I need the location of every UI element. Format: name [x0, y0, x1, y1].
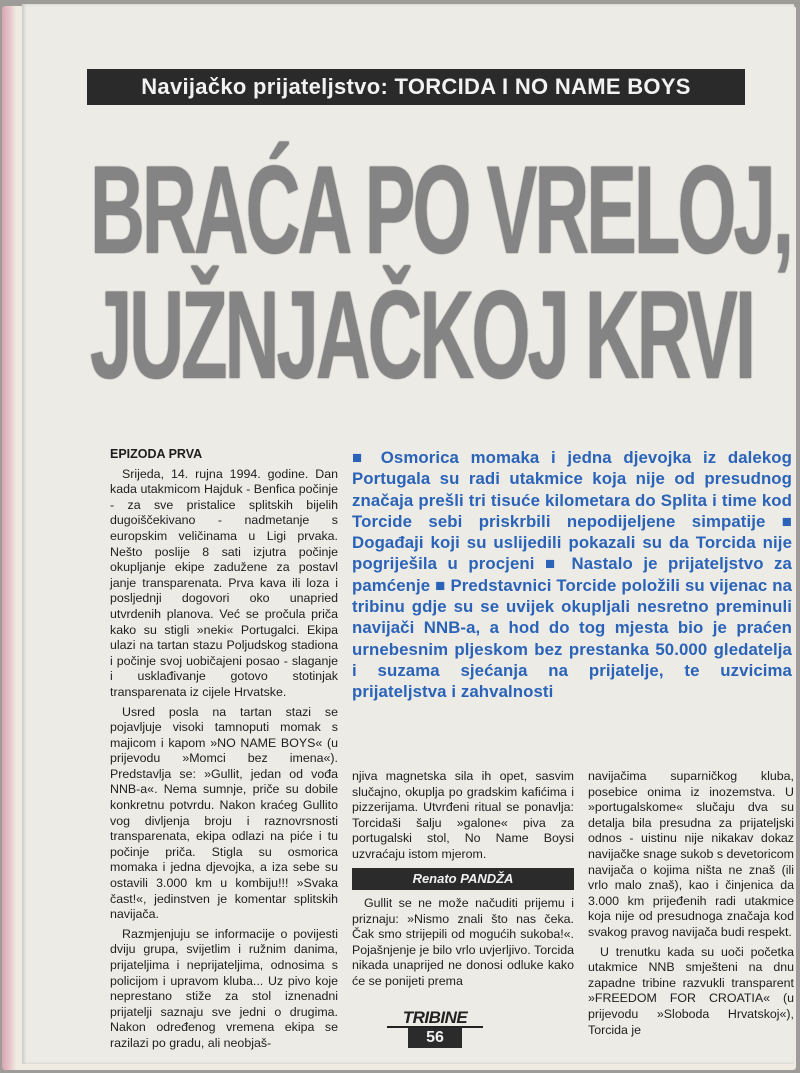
paragraph: navijačima suparničkog kluba, posebice onima iz inozemstva. U »portugalskome« slučaju dva su detalja bila presudna za prijateljski odnos - uistinu nije nikakav dokaz navijačke snage sukob s devetoricom navijača o kojima ništa ne znaš (ili vrlo malo znaš), kao i činjenica da 3.000 km prijeđenih radi utakmice koja nije od presudnoga značaja kod svakog pravog navijača budi respekt.	[588, 769, 794, 939]
paragraph: U trenutku kada su uoči početka utakmice NNB smješteni na dnu zapadne tribine razvukli transparent »FREEDOM FOR CROATIA« (u prijevodu »Sloboda Hrvatskoj«), Torcida je	[588, 944, 794, 1037]
article-column-1	[110, 447, 338, 1052]
paragraph: Razmjenjuju se informacije o povijesti dviju grupa, svijetlim i ružnim danima, prijateljima i neprijateljima, odnosima s policijom i upravom kluba... Uz pivo koje neprestano stiže za stol iznenadni prijatelji saznaju sve jedni o drugima. Nakon određenog vremena ekipa se razilazi po gradu, ali neobjaš-	[110, 926, 338, 1050]
article-column-2-bottom	[352, 896, 574, 990]
kicker-banner: Navijačko prijateljstvo: TORCIDA I NO NAME BOYS	[87, 69, 745, 105]
magazine-brand: TRIBINE	[387, 1010, 483, 1028]
article-column-2-top	[352, 769, 574, 863]
article-column-3	[588, 769, 794, 1038]
episode-title: EPIZODA PRVA	[110, 447, 203, 461]
author-byline: Renato PANDŽA	[352, 868, 574, 890]
paragraph: njiva magnetska sila ih opet, sasvim slučajno, okuplja po gradskim kafićima i pizzerijama. Utvrđeni ritual se ponavlja: Torcidaši šalju »galone« piva za portugalski stol, No Name Boysi uzvraćaju istom mjerom.	[352, 769, 574, 861]
paragraph: Gullit se ne može načuditi prijemu i priznaju: »Nismo znali što nas čeka. Čak smo strijepili od mogućih sukoba!«. Pojašnjenje je bilo vrlo uvjerljivo. Torcida nikada unaprijed ne donosi odluke kako će se ponijeti prema	[352, 896, 574, 988]
lead-summary: ■ Osmorica momaka i jedna djevojka iz dalekog Portugala su radi utakmice koja nije od presudnog značaja prešli tri tisuće kilometara do Splita i time kod Torcide sebi priskrbili nepodijeljene simpatije ■ Događaji koji su uslijedili pokazali su da Torcida nije pogriješila u procjeni ■ Nastalo je prijateljstvo za pamćenje ■ Predstavnici Torcide položili su vijenac na tribinu gdje su se uvijek okupljali nesretno preminuli navijači NNB-a, a hod do tog mjesta bio je praćen urnebesnim pljeskom bez prestanka 50.000 gledatelja i suzama sjećanja na prijatelje, te uzvicima prijateljstva i zahvalnosti	[352, 448, 792, 702]
paragraph: Srijeda, 14. rujna 1994. godine. Dan kada utakmicom Hajduk - Benfica počinje - za sve pristalice splitskih bijelih dugoiščekivano - nadmetanje s europskim veličinama u Ligi prvaka. Nešto poslije 8 sati izjutra počinje okupljanje ekipe zadužene za postavl janje transparenata. Prva kava ili loza i posljednji dogovori oko unapried utvrdenih planova. Već se pročula priča kako su stigli »neki« Portugalci. Ekipa ulazi na tartan stazu Poljudskog stadiona i počinje svoj uobičajeni posao - slaganje i usklađivanje gotovo stotinjak transparenata iz cijele Hrvatske.	[110, 466, 338, 699]
page-number: 56	[408, 1028, 462, 1048]
paragraph: Usred posla na tartan stazi se pojavljuje visoki tamnoputi momak s majicom i kapom »NO NAME BOYS« (u prijevodu »Momci bez imena«). Predstavlja se: »Gullit, jedan od vođa NNB-a«. Nema sumnje, priče su dobile konkretnu potvrdu. Nakon kraćeg Gullito vog divljenja broju i raznovrsnosti transparenata, ekipa odlazi na piće i tu počinje priča. Stigla su osmorica momaka i jedna djevojka, a iza sebe su ostavili 3.000 km u kombiju!!! »Svaka čast!«, jedinstven je komentar splitskih navijača.	[110, 704, 338, 922]
headline-line-1: BRAĆA PO VRELOJ,	[90, 140, 791, 281]
magazine-page	[22, 4, 794, 1064]
headline-line-2: JUŽNJAČKOJ KRVI	[90, 265, 754, 406]
